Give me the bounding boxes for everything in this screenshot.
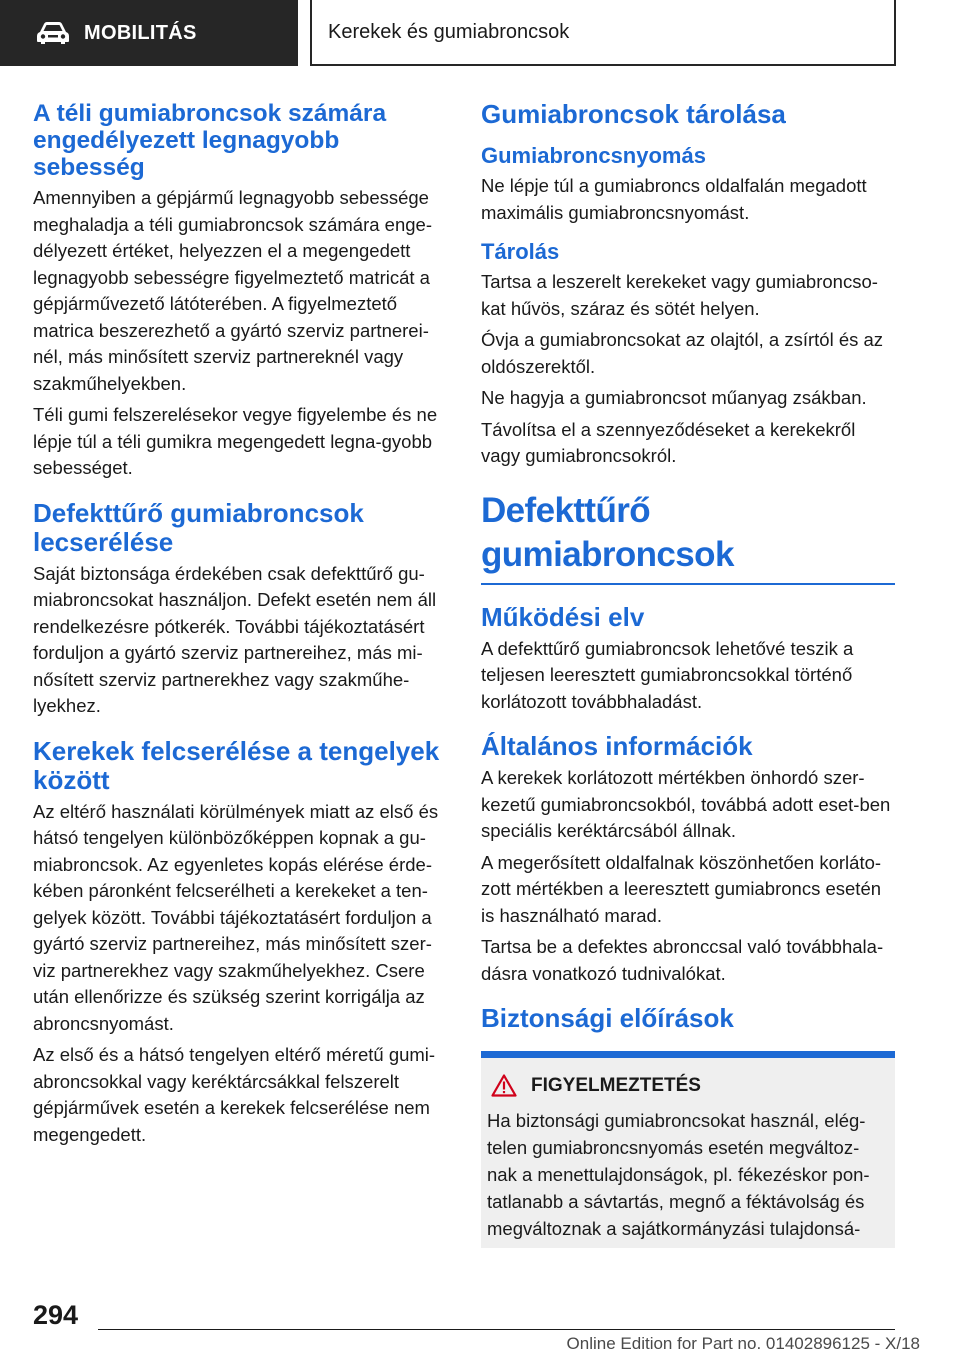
section-title: Kerekek és gumiabroncsok <box>328 20 570 43</box>
section-tab <box>310 0 896 66</box>
car-icon <box>36 21 70 45</box>
subheading-tire-pressure: Gumiabroncsnyomás <box>481 143 706 168</box>
paragraph: Az első és a hátsó tengelyen eltérő méretű gumi-abroncsokkal vagy keréktárcsákkal felszerelt gépjárművek esetén a kerekek felcserélése nem megengedett. <box>33 1044 436 1145</box>
paragraph: Saját biztonsága érdekében csak defekttűrő gu-miabroncsokat használjon. Defekt esetén nem áll rendelkezésre pótkerék. További tájékoztatásért forduljon a gyártó szerviz partnereihez, más mi-nősített szerviz partnerekhez vagy szakműhe-lyekhez. <box>33 562 437 716</box>
chapter-tab <box>0 0 298 66</box>
heading-runflat-tires: Defekttűrő gumiabroncsok <box>481 489 895 585</box>
heading-winter-tire-speed: A téli gumiabroncsok számára engedélyezett legnagyobb sebesség <box>33 100 387 181</box>
paragraph: Amennyiben a gépjármű legnagyobb sebessége meghaladja a téli gumiabroncsok számára enge-délyezett értéket, helyezzen el a megengedett legnagyobb sebességre figyelmeztető matricát a gépjárművezető látóterében. A figyelmeztető matrica beszerezhető a gyártó szerviz partnerei-nél, más minősített szerviz partnereknél vagy szakműhelyekben. <box>33 187 432 394</box>
paragraph: Tartsa be a defektes abronccsal való továbbhala-dásra vonatkozó tudnivalókat. <box>481 936 884 984</box>
paragraph: Távolítsa el a szennyeződéseket a kerekekről vagy gumiabroncsokról. <box>481 418 856 466</box>
paragraph: Tartsa a leszerelt kerekeket vagy gumiabroncso-kat hűvös, száraz és sötét helyen. <box>481 271 878 319</box>
warning-label: FIGYELMEZTETÉS <box>531 1074 701 1096</box>
chapter-title: MOBILITÁS <box>84 21 197 44</box>
edition-note: Online Edition for Part no. 01402896125 - X/18 <box>566 1334 920 1353</box>
subheading-storage: Tárolás <box>481 239 560 264</box>
heading-runflat-replacement: Defekttűrő gumiabroncsok lecserélése <box>33 497 364 557</box>
page-number: 294 <box>33 1300 79 1330</box>
paragraph: Óvja a gumiabroncsokat az olajtól, a zsírtól és az oldószerektől. <box>481 329 884 377</box>
paragraph: Ne hagyja a gumiabroncsot műanyag zsákban. <box>481 387 867 408</box>
paragraph: A defekttűrő gumiabroncsok lehetővé teszik a teljesen leeresztett gumiabroncsokkal történő korlátozott továbbhaladást. <box>481 637 854 712</box>
paragraph: Az eltérő használati körülmények miatt az első és hátsó tengelyen különbözőképpen kopnak a gu-miabroncsok. Az egyenletes kopás elérése érde-kében páronként felcserélheti a kerekeket a ten-gelyek között. További tájékoztatásért forduljon a gyártó szerviz partnereihez, más minősített szer-viz partnerekhez vagy szakműhelyekhez. Csere után ellenőrizze és szükség szerint korrigálja az abroncsnyomást. <box>33 800 439 1034</box>
warning-text: Ha biztonsági gumiabroncsokat használ, elég-telen gumiabroncsnyomás esetén megváltoz-nak a menettulajdonságok, pl. fékezéskor pon-tatlanabb a sávtartás, megnő a féktávolság és megváltoznak a sajátkormányzási tulajdonsá- <box>487 1110 870 1239</box>
paragraph: A megerősített oldalfalnak köszönhetően korláto-zott mértékben a leeresztett gumiabroncs esetén is használható marad. <box>481 851 882 926</box>
warning-header <box>487 1074 889 1097</box>
heading-operating-principle: Működési elv <box>481 601 645 632</box>
warning-triangle-icon <box>491 1074 517 1097</box>
paragraph: Ne lépje túl a gumiabroncs oldalfalán megadott maximális gumiabroncsnyomást. <box>481 175 867 223</box>
heading-general-information: Általános információk <box>481 731 753 761</box>
footer-divider <box>98 1329 895 1330</box>
heading-wheel-rotation: Kerekek felcserélése a tengelyek között <box>33 735 440 795</box>
paragraph: Téli gumi felszerelésekor vegye figyelembe és ne lépje túl a téli gumikra megengedett legna-gyobb sebességet. <box>33 404 438 478</box>
right-column <box>481 100 895 1248</box>
left-column <box>33 100 447 1153</box>
heading-safety-instructions: Biztonsági előírások <box>481 1003 734 1033</box>
warning-box <box>481 1051 895 1248</box>
paragraph: A kerekek korlátozott mértékben önhordó szer-kezetű gumiabroncsokból, továbbá adott eset-ben speciális keréktárcsából állnak. <box>481 767 891 841</box>
heading-tire-storage: Gumiabroncsok tárolása <box>481 99 786 129</box>
page-header <box>0 0 960 66</box>
